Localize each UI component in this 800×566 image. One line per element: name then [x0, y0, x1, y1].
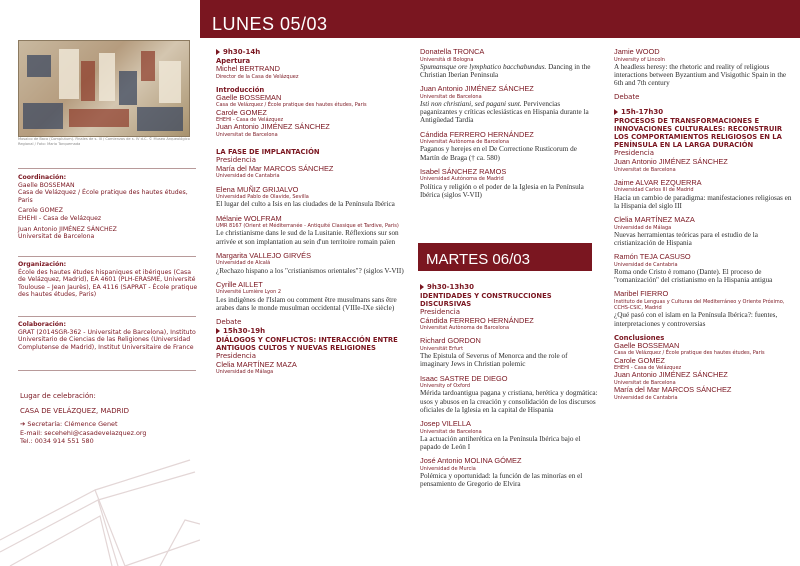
- coord-aff: Casa de Velázquez / École pratique des hautes études, Paris: [18, 189, 188, 204]
- section-heading: IDENTIDADES Y CONSTRUCCIONES DISCURSIVAS: [420, 292, 552, 308]
- speaker-name: Cyrille AILLET: [216, 279, 263, 289]
- column-3: [614, 48, 794, 401]
- coord-name: Juan Antonio JIMÉNEZ SÁNCHEZ: [18, 225, 117, 233]
- speaker-name: Gaelle BOSSEMAN: [614, 340, 680, 350]
- speaker-affiliation: Universitat de Barcelona: [216, 131, 278, 138]
- collaboration-text: GRAT (2014SGR-362 - Universitat de Barcelona), Instituto Universitario de Ciencias de las Religiones (Universidad Complutense de Madrid), Institut Universitaire de France: [18, 328, 196, 351]
- speaker-affiliation: Director de la Casa de Velázquez: [216, 73, 299, 80]
- speaker-affiliation: Universidad Autónoma de Madrid: [420, 176, 504, 183]
- day-title-tuesday: MARTES 06/03: [426, 251, 530, 268]
- speaker-name: María del Mar MARCOS SÁNCHEZ: [216, 163, 334, 173]
- speaker-name: Margarita VALLEJO GIRVÉS: [216, 250, 312, 260]
- speaker-name: Donatella TRONCA: [420, 47, 485, 56]
- column-2-bottom: [420, 283, 598, 488]
- talk-title: Dancing in the Christian Iberian Peninsula: [420, 62, 591, 79]
- venue-name: CASA DE VELÁZQUEZ, MADRID: [20, 407, 129, 415]
- coordination-label: Coordinación:: [18, 174, 67, 181]
- talk-title: Roma onde Cristo è romano (Dante). El proceso de "romanización" del cristianismo en la Hispania antigua: [614, 268, 773, 285]
- speaker-name: Juan Antonio JIMÉNEZ SÁNCHEZ: [614, 370, 728, 380]
- speaker-affiliation: Universitat Autònoma de Barcelona: [420, 139, 510, 146]
- talk-title: Le christianisme dans le sud de la Lusitanie. Réflexions sur son arrivée et son implantation au sein d'un territoire romain païen: [216, 229, 399, 246]
- speaker-name: Juan Antonio JIMÉNEZ SÁNCHEZ: [614, 157, 728, 166]
- speaker-affiliation: Universidad de Alcalá: [216, 260, 271, 267]
- speaker-name: Mélanie WOLFRAM: [216, 213, 282, 223]
- talk-title: A headless heresy: the rhetoric and reality of religious interactions between Byzantium and Visigothic Spain in the 6th and 7th century: [614, 62, 787, 88]
- mosaic-image: [18, 40, 190, 137]
- column-1: [216, 48, 408, 375]
- tuesday-header-bar: [418, 243, 592, 271]
- speaker-name: Jamie WOOD: [614, 47, 660, 56]
- divider: [18, 256, 196, 257]
- section-heading: PROCESOS DE TRANSFORMACIONES E INNOVACIONES CULTURALES: RECONSTRUIR LOS COMPORTAMIENTOS RELIGIOSOS EN LA PENÍNSULA EN LA LARGA DURACIÓN: [614, 117, 783, 150]
- speaker-name: Cándida FERRERO HERNÁNDEZ: [420, 315, 534, 325]
- day-title-monday: LUNES 05/03: [212, 14, 328, 34]
- session-time: 9h30-13h30: [420, 283, 598, 292]
- speaker-affiliation: Universitat de Barcelona: [614, 380, 676, 386]
- speaker-affiliation: Universitat de Barcelona: [420, 93, 482, 100]
- speaker-affiliation: EHEHI - Casa de Velázquez: [216, 117, 284, 124]
- speaker-affiliation: Université Lumière Lyon 2: [216, 289, 282, 296]
- speaker-affiliation: Universidad de Málaga: [614, 224, 672, 231]
- speaker-name: Elena MUÑIZ GRIJALVO: [216, 184, 299, 194]
- debate-label: Debate: [216, 317, 242, 326]
- chair-label: Presidencia: [216, 351, 256, 360]
- speaker-name: Richard GORDON: [420, 336, 481, 346]
- talk-title: Polémica y oportunidad: la función de las minorías en el pensamiento de Gregorio de Elvira: [420, 472, 583, 489]
- speaker-name: Carole GOMEZ: [614, 355, 665, 365]
- speaker-affiliation: Università di Bologna: [420, 56, 474, 63]
- talk-title: Paganos y herejes en el De Correctione Rusticorum de Martín de Braga († ca. 580): [420, 145, 577, 162]
- speaker-affiliation: UMR 8167 (Orient et Méditerranée - Antiquité Classique et Tardive, Paris): [216, 223, 399, 230]
- speaker-affiliation: Casa de Velázquez / École pratique des hautes études, Paris: [614, 350, 765, 357]
- speaker-affiliation: Universidad de Cantabria: [614, 394, 678, 401]
- speaker-name: Josep VILELLA: [420, 419, 471, 428]
- header-bar: [200, 0, 800, 38]
- talk-title: Nuevas herramientas teóricas para el estudio de la cristianización de Hispania: [614, 230, 758, 247]
- debate-label: Debate: [614, 93, 640, 102]
- chair-label: Presidencia: [420, 308, 460, 316]
- speaker-name: Cándida FERRERO HERNÁNDEZ: [420, 129, 534, 139]
- speaker-affiliation: Universidad de Málaga: [216, 369, 274, 376]
- organization-label: Organización:: [18, 261, 67, 268]
- speaker-affiliation: Universidad de Cantabria: [216, 173, 280, 180]
- divider: [18, 168, 196, 169]
- speaker-name: Juan Antonio JIMÉNEZ SÁNCHEZ: [216, 122, 330, 132]
- session-time: 9h30-14h: [216, 48, 408, 57]
- talk-title-italic: Spumansque ore lymphatico bacchabundus.: [420, 62, 547, 71]
- section-heading: LA FASE DE IMPLANTACIÓN: [216, 148, 320, 157]
- speaker-affiliation: Universitat Autònoma de Barcelona: [420, 325, 510, 332]
- image-caption: Mosaico de Baco (Complutum). Finales de s. III / Comienzos de s. IV d.C. © Museo Arqueológico Regional / Foto: Mario Torquemada: [18, 137, 190, 146]
- session-time: 15h30-19h: [216, 327, 408, 336]
- speaker-name: María del Mar MARCOS SÁNCHEZ: [614, 385, 732, 395]
- email-link[interactable]: E-mail: secehehi@casadevelazquez.org: [20, 428, 147, 437]
- coord-name: Carole GOMEZ: [18, 207, 63, 215]
- speaker-name: Isaac SASTRE DE DIEGO: [420, 373, 508, 383]
- chair-label: Presidencia: [614, 149, 654, 158]
- speaker-name: Juan Antonio JIMÉNEZ SÁNCHEZ: [420, 84, 534, 94]
- speaker-affiliation: Universität Erfurt: [420, 345, 464, 352]
- speaker-affiliation: Casa de Velázquez / École pratique des hautes études, Paris: [216, 102, 367, 109]
- speaker-affiliation: Universidad Pablo de Olavide, Sevilla: [216, 194, 309, 201]
- talk-title: La actuación antiherética en la Península Ibérica bajo el papado de León I: [420, 434, 581, 451]
- speaker-name: Ramón TEJA CASUSO: [614, 252, 691, 262]
- speaker-name: José Antonio MOLINA GÓMEZ: [420, 456, 522, 466]
- divider: [18, 370, 196, 371]
- speaker-affiliation: Universitat de Barcelona: [420, 428, 482, 435]
- phone: Tel.: 0034 914 551 580: [20, 437, 94, 446]
- talk-title: Pervivencias paganizantes y críticas eclesiásticas en Hispania durante la Antigüedad Tardía: [420, 100, 589, 125]
- coord-aff: EHEHI - Casa de Velázquez: [18, 214, 102, 222]
- divider: [18, 316, 196, 317]
- speaker-name: Clelia MARTÍNEZ MAZA: [614, 215, 695, 224]
- chair-label: Presidencia: [216, 156, 256, 165]
- left-column: [0, 0, 200, 566]
- speaker-affiliation: Universidad de Murcia: [420, 465, 476, 472]
- speaker-name: Carole GOMEZ: [216, 107, 267, 117]
- talk-title: The Epistula of Severus of Menorca and the role of imaginary Jews in Christian polemic: [420, 352, 568, 369]
- talk-title: ¿Rechazo hispano a los "cristianismos orientales"? (siglos V-VII): [216, 266, 404, 275]
- speaker-affiliation: Instituto de Lenguas y Culturas del Mediterráneo y Oriente Próximo, CCHS-CSIC, Madrid: [614, 299, 785, 312]
- talk-title: Mérida tardoantigua pagana y cristiana, herética y dogmática: usos y abusos en la creación y consolidación de los discursos oficiales de la Iglesia en la capital de Hispania: [420, 389, 598, 414]
- speaker-name: Jaime ALVAR EZQUERRA: [614, 177, 702, 187]
- speaker-affiliation: EHEHI - Casa de Velázquez: [614, 365, 682, 372]
- coord-name: Gaelle BOSSEMAN: [18, 181, 75, 189]
- conclusions-heading: Conclusiones: [614, 333, 665, 342]
- coord-aff: Universitat de Barcelona: [18, 233, 95, 241]
- speaker-affiliation: Universidad Carlos III de Madrid: [614, 187, 694, 194]
- speaker-name: Maribel FIERRO: [614, 289, 669, 299]
- talk-title: El lugar del culto a Isis en las ciudades de la Península Ibérica: [216, 200, 395, 209]
- collaboration-label: Colaboración:: [18, 321, 66, 328]
- speaker-affiliation: Universidad de Cantabria: [614, 261, 678, 268]
- speaker-name: Gaelle BOSSEMAN: [216, 92, 282, 102]
- talk-title: Hacia un cambio de paradigma: manifestaciones religiosas en la Hispania del siglo III: [614, 193, 792, 210]
- venue-label: Lugar de celebración:: [20, 392, 96, 400]
- speaker-affiliation: University of Oxford: [420, 383, 471, 390]
- talk-title: Les indigènes de l'Islam ou comment être musulmans sans être arabes dans le monde musulman occidental (VIIIe-IXe siècle): [216, 295, 397, 312]
- section-heading: DIÁLOGOS Y CONFLICTOS: INTERACCIÓN ENTRE ANTIGUOS CULTOS Y NUEVAS RELIGIONES: [216, 335, 398, 352]
- speaker-affiliation: Universitat de Barcelona: [614, 166, 676, 173]
- talk-title: ¿Qué pasó con el islam en la Península Ibérica?: fuentes, interpretaciones y controversias: [614, 311, 778, 328]
- opening-heading: Apertura: [216, 57, 251, 65]
- talk-title: Política y religión o el poder de la Iglesia en la Península Ibérica (siglos V-VII): [420, 182, 584, 199]
- secretary: Secretaría: Clémence Genet: [27, 420, 118, 428]
- speaker-name: Clelia MARTÍNEZ MAZA: [216, 359, 297, 369]
- speaker-name: Michel BERTRAND: [216, 64, 280, 73]
- arrow-icon: ➔: [20, 420, 28, 428]
- speaker-name: Isabel SÁNCHEZ RAMOS: [420, 166, 507, 176]
- speaker-affiliation: University of Lincoln: [614, 56, 665, 63]
- session-time: 15h-17h30: [614, 108, 794, 117]
- column-2-top: [420, 48, 598, 199]
- intro-heading: Introducción: [216, 85, 265, 94]
- talk-title-italic: Isti non christiani, sed pagani sunt.: [420, 100, 522, 108]
- organization-text: École des hautes études hispaniques et ibériques (Casa de Velázquez, Madrid), EA 4601 (PLH-ERASME, Université Toulouse – Jean Jaurès), EA 4116 (SAPRAT - École pratique des hautes études, Paris): [18, 268, 198, 299]
